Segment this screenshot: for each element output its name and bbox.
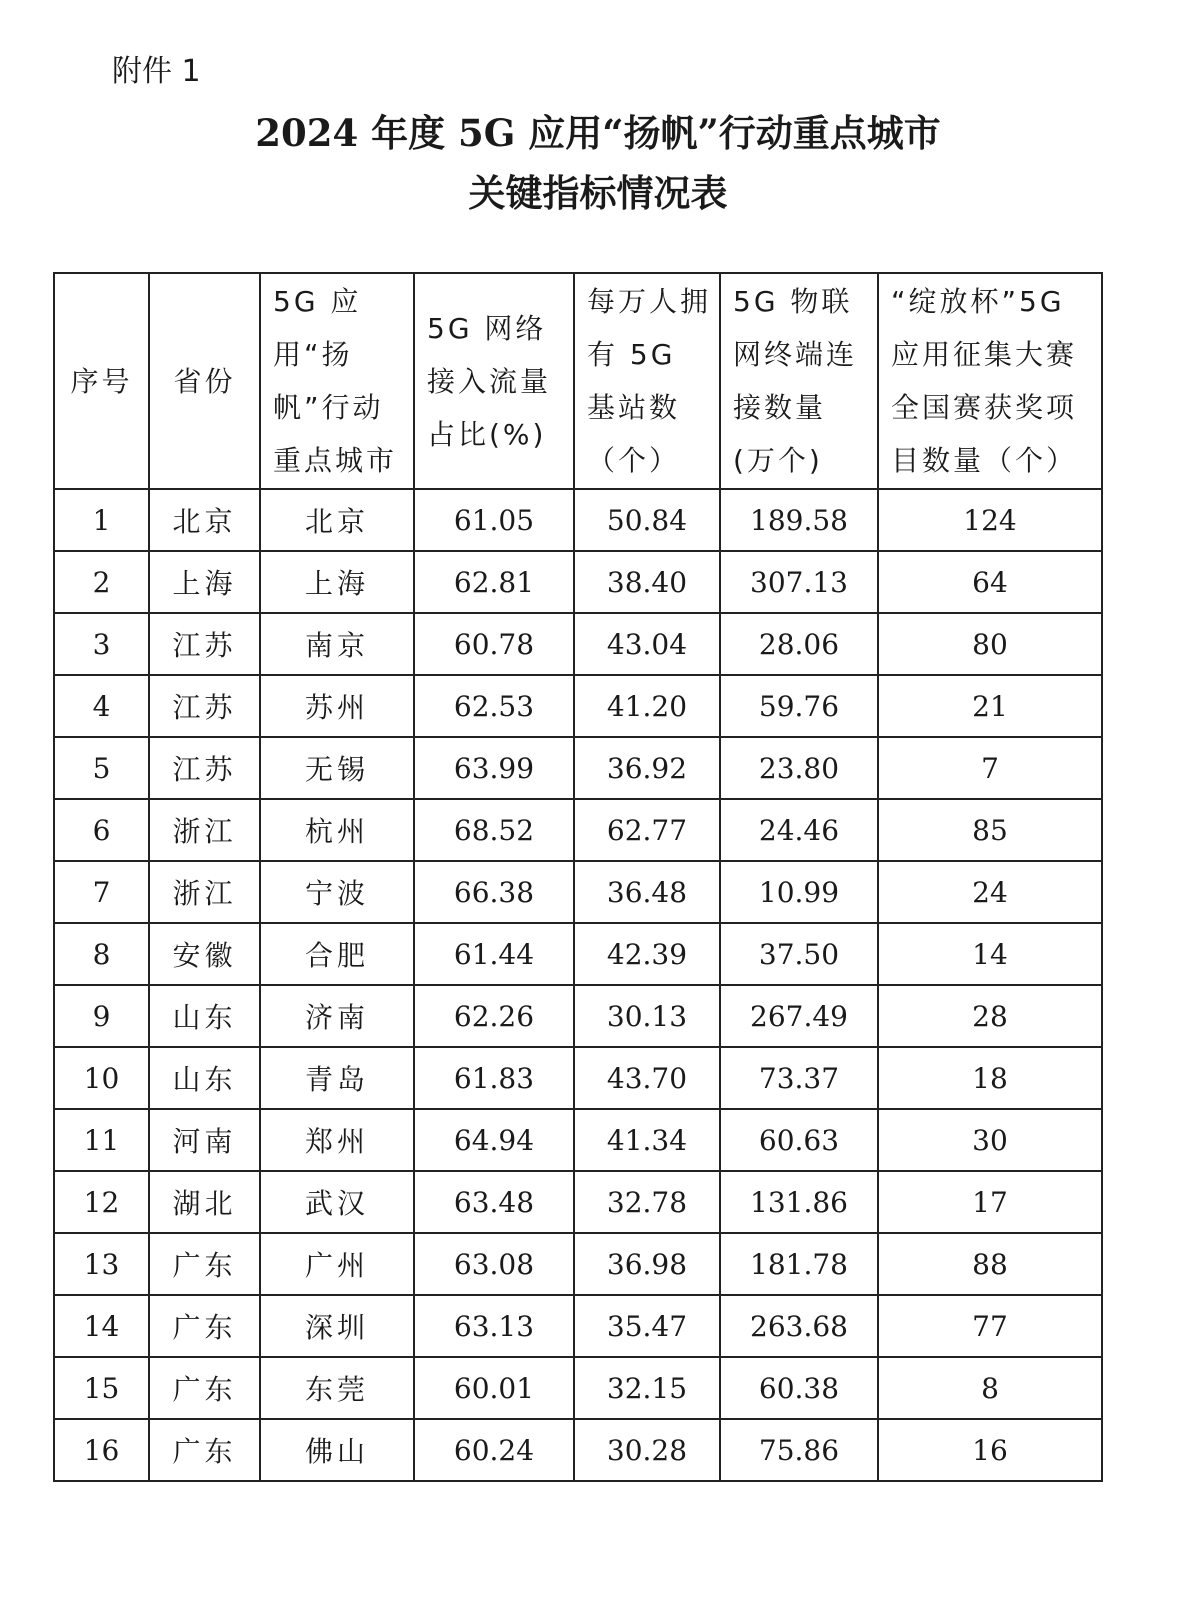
award-count-cell: 88 [878,1233,1102,1295]
document-title-line1: 2024 年度 5G 应用“扬帆”行动重点城市 [255,111,941,155]
traffic-share-cell: 63.13 [414,1295,574,1357]
table-row [54,799,1102,861]
table-row [54,675,1102,737]
seq-cell: 4 [54,675,149,737]
city-cell: 郑州 [260,1109,414,1171]
award-count-cell: 21 [878,675,1102,737]
province-cell: 广东 [149,1295,260,1357]
base-stations-cell: 30.28 [574,1419,720,1481]
base-stations-cell: 43.70 [574,1047,720,1109]
award-count-cell: 30 [878,1109,1102,1171]
award-count-cell: 8 [878,1357,1102,1419]
table-row [54,1357,1102,1419]
traffic-share-cell: 63.99 [414,737,574,799]
city-cell: 济南 [260,985,414,1047]
base-stations-cell: 41.20 [574,675,720,737]
table-row [54,613,1102,675]
award-count-cell: 14 [878,923,1102,985]
province-cell: 广东 [149,1419,260,1481]
city-cell: 青岛 [260,1047,414,1109]
traffic-share-cell: 64.94 [414,1109,574,1171]
province-cell: 山东 [149,1047,260,1109]
iot-connections-cell: 24.46 [720,799,878,861]
table-row [54,985,1102,1047]
city-cell: 佛山 [260,1419,414,1481]
iot-connections-cell: 37.50 [720,923,878,985]
base-stations-cell: 30.13 [574,985,720,1047]
seq-cell: 1 [54,489,149,551]
seq-cell: 7 [54,861,149,923]
seq-cell: 13 [54,1233,149,1295]
city-cell: 合肥 [260,923,414,985]
iot-connections-cell: 267.49 [720,985,878,1047]
province-cell: 浙江 [149,861,260,923]
table-row [54,1171,1102,1233]
award-count-cell: 7 [878,737,1102,799]
base-stations-cell: 35.47 [574,1295,720,1357]
award-count-cell: 16 [878,1419,1102,1481]
award-count-cell: 124 [878,489,1102,551]
base-stations-cell: 32.78 [574,1171,720,1233]
iot-connections-cell: 75.86 [720,1419,878,1481]
table-header-row [54,273,1102,489]
city-cell: 广州 [260,1233,414,1295]
city-cell: 东莞 [260,1357,414,1419]
province-cell: 江苏 [149,613,260,675]
traffic-share-cell: 66.38 [414,861,574,923]
award-count-cell: 24 [878,861,1102,923]
base-stations-cell: 36.92 [574,737,720,799]
seq-cell: 14 [54,1295,149,1357]
table-row [54,861,1102,923]
seq-cell: 16 [54,1419,149,1481]
province-cell: 河南 [149,1109,260,1171]
header-award-count: “绽放杯”5G 应用征集大赛全国赛获奖项目数量（个） [878,273,1102,489]
city-cell: 上海 [260,551,414,613]
traffic-share-cell: 60.24 [414,1419,574,1481]
traffic-share-cell: 61.44 [414,923,574,985]
header-province: 省份 [149,273,260,489]
traffic-share-cell: 60.01 [414,1357,574,1419]
award-count-cell: 17 [878,1171,1102,1233]
header-city: 5G 应用“扬帆”行动重点城市 [260,273,414,489]
base-stations-cell: 36.48 [574,861,720,923]
iot-connections-cell: 263.68 [720,1295,878,1357]
traffic-share-cell: 62.53 [414,675,574,737]
iot-connections-cell: 10.99 [720,861,878,923]
base-stations-cell: 50.84 [574,489,720,551]
table-row [54,923,1102,985]
iot-connections-cell: 307.13 [720,551,878,613]
iot-connections-cell: 59.76 [720,675,878,737]
traffic-share-cell: 62.81 [414,551,574,613]
award-count-cell: 28 [878,985,1102,1047]
province-cell: 上海 [149,551,260,613]
iot-connections-cell: 73.37 [720,1047,878,1109]
seq-cell: 5 [54,737,149,799]
iot-connections-cell: 28.06 [720,613,878,675]
traffic-share-cell: 63.08 [414,1233,574,1295]
iot-connections-cell: 131.86 [720,1171,878,1233]
seq-cell: 9 [54,985,149,1047]
award-count-cell: 18 [878,1047,1102,1109]
seq-cell: 15 [54,1357,149,1419]
attachment-label: 附件 1 [112,54,201,89]
province-cell: 北京 [149,489,260,551]
city-cell: 深圳 [260,1295,414,1357]
city-cell: 南京 [260,613,414,675]
award-count-cell: 64 [878,551,1102,613]
iot-connections-cell: 23.80 [720,737,878,799]
seq-cell: 2 [54,551,149,613]
base-stations-cell: 32.15 [574,1357,720,1419]
province-cell: 江苏 [149,675,260,737]
base-stations-cell: 42.39 [574,923,720,985]
traffic-share-cell: 61.83 [414,1047,574,1109]
province-cell: 广东 [149,1233,260,1295]
table-row [54,551,1102,613]
table-row [54,489,1102,551]
award-count-cell: 85 [878,799,1102,861]
header-seq: 序号 [54,273,149,489]
award-count-cell: 80 [878,613,1102,675]
seq-cell: 3 [54,613,149,675]
city-cell: 宁波 [260,861,414,923]
city-cell: 武汉 [260,1171,414,1233]
seq-cell: 11 [54,1109,149,1171]
iot-connections-cell: 60.63 [720,1109,878,1171]
header-base-stations: 每万人拥有 5G 基站数（个） [574,273,720,489]
table-body [54,489,1102,1481]
table-row [54,737,1102,799]
document-title-line2: 关键指标情况表 [468,171,728,215]
table-row [54,1419,1102,1481]
key-indicators-table [53,272,1103,1482]
seq-cell: 8 [54,923,149,985]
seq-cell: 10 [54,1047,149,1109]
traffic-share-cell: 63.48 [414,1171,574,1233]
base-stations-cell: 43.04 [574,613,720,675]
iot-connections-cell: 189.58 [720,489,878,551]
traffic-share-cell: 60.78 [414,613,574,675]
award-count-cell: 77 [878,1295,1102,1357]
table-row [54,1295,1102,1357]
traffic-share-cell: 68.52 [414,799,574,861]
city-cell: 无锡 [260,737,414,799]
city-cell: 苏州 [260,675,414,737]
province-cell: 山东 [149,985,260,1047]
city-cell: 北京 [260,489,414,551]
iot-connections-cell: 181.78 [720,1233,878,1295]
traffic-share-cell: 62.26 [414,985,574,1047]
province-cell: 江苏 [149,737,260,799]
city-cell: 杭州 [260,799,414,861]
base-stations-cell: 36.98 [574,1233,720,1295]
table-row [54,1047,1102,1109]
traffic-share-cell: 61.05 [414,489,574,551]
province-cell: 湖北 [149,1171,260,1233]
province-cell: 浙江 [149,799,260,861]
header-iot-connections: 5G 物联网终端连接数量(万个) [720,273,878,489]
seq-cell: 6 [54,799,149,861]
iot-connections-cell: 60.38 [720,1357,878,1419]
header-traffic-share: 5G 网络接入流量占比(%) [414,273,574,489]
table-row [54,1109,1102,1171]
base-stations-cell: 41.34 [574,1109,720,1171]
province-cell: 广东 [149,1357,260,1419]
seq-cell: 12 [54,1171,149,1233]
base-stations-cell: 62.77 [574,799,720,861]
base-stations-cell: 38.40 [574,551,720,613]
table-row [54,1233,1102,1295]
province-cell: 安徽 [149,923,260,985]
